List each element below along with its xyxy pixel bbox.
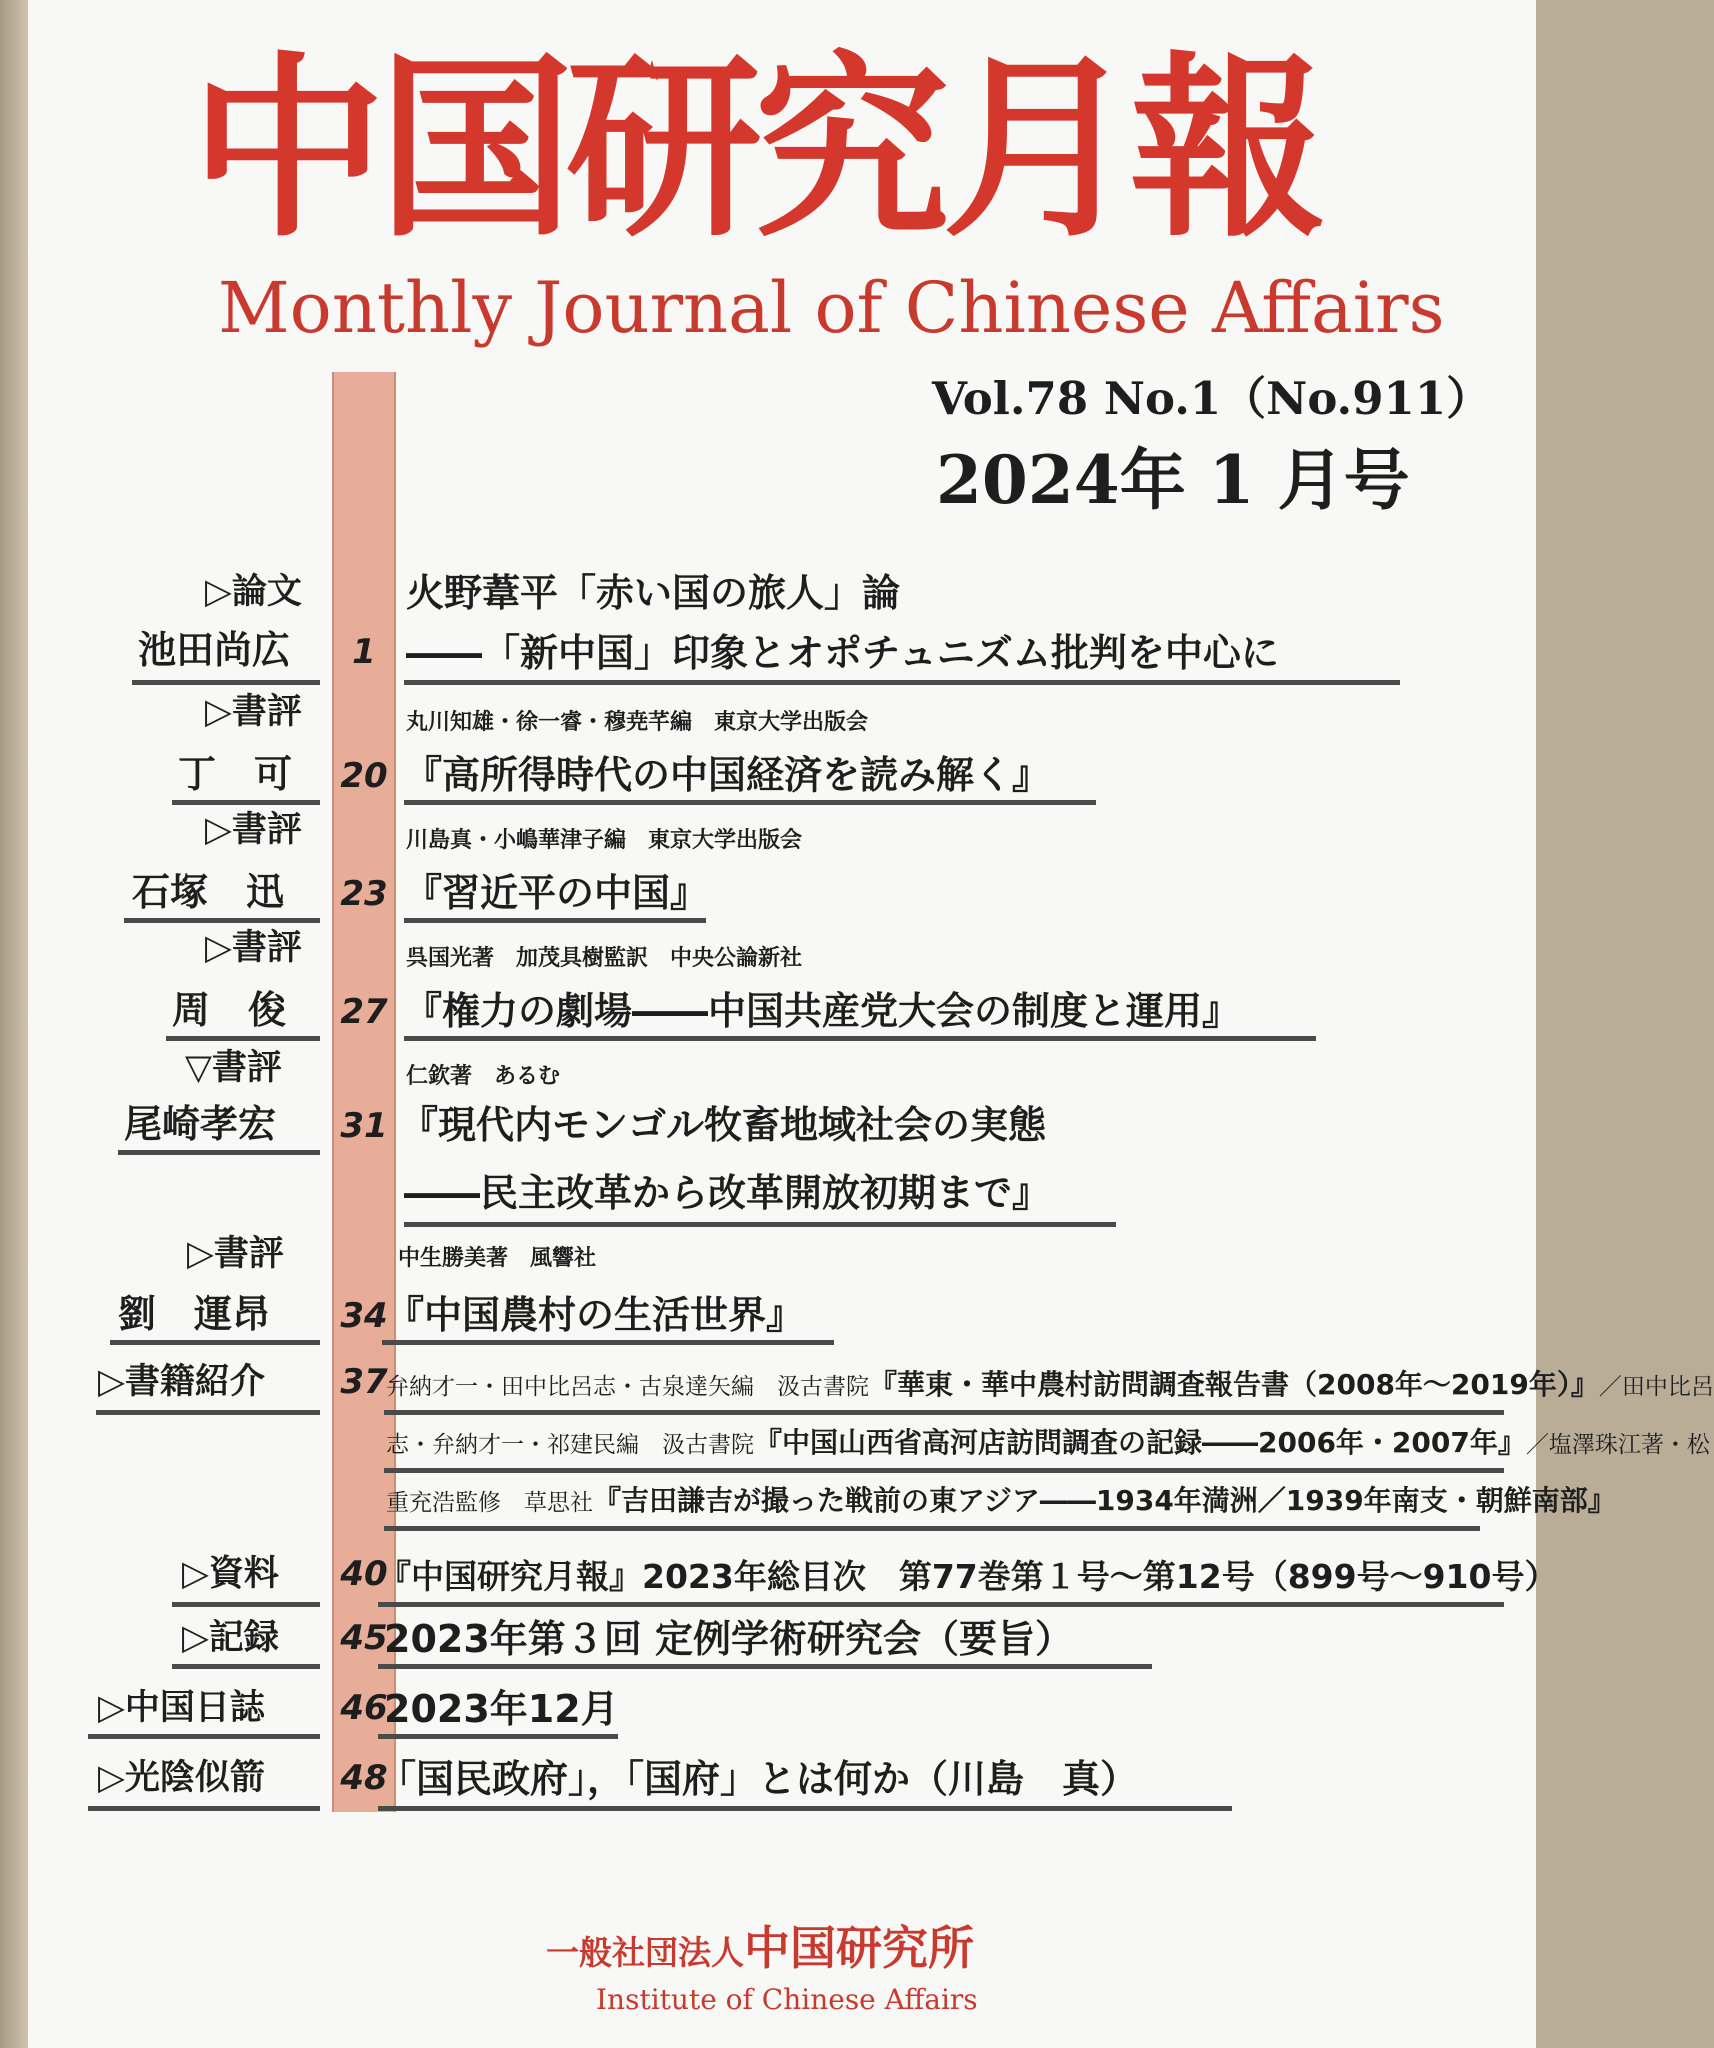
book-intro-line bbox=[386, 1482, 1616, 1522]
toc-author: 石塚 迅 bbox=[132, 870, 285, 914]
title-rule bbox=[404, 918, 706, 923]
toc-category: ▷光陰似箭 bbox=[98, 1758, 265, 1798]
toc-category: ▽書評 bbox=[185, 1048, 282, 1088]
book-intro-editors: 弁納才一・田中比呂志・古泉達矢編 汲古書院 bbox=[386, 1374, 869, 1400]
publisher-name-main: 中国研究所 bbox=[744, 1921, 974, 1975]
toc-category: ▷書評 bbox=[187, 1234, 284, 1274]
toc-title: 『現代内モンゴル牧畜地域社会の実態 bbox=[400, 1103, 1047, 1147]
toc-byline: 呉国光著 加茂具樹監訳 中央公論新社 bbox=[406, 946, 803, 971]
toc-title: 2023年12月 bbox=[384, 1687, 619, 1731]
author-rule bbox=[172, 1602, 320, 1607]
author-rule bbox=[110, 1340, 320, 1345]
book-intro-continuation: ／田中比呂 bbox=[1598, 1374, 1714, 1400]
title-rule bbox=[404, 680, 1400, 685]
title-rule bbox=[382, 1340, 834, 1345]
journal-title-en: Monthly Journal of Chinese Affairs bbox=[218, 267, 1445, 349]
toc-page: 48 bbox=[340, 1758, 388, 1798]
toc-author: 丁 可 bbox=[178, 752, 293, 796]
toc-byline: 中生勝美著 風響社 bbox=[398, 1246, 597, 1271]
toc-title: 「国民政府」，「国府」とは何か（川島 真） bbox=[378, 1757, 1139, 1801]
publisher-name bbox=[546, 1920, 1146, 1981]
book-intro-editors: 志・弁納才一・祁建民編 汲古書院 bbox=[386, 1432, 754, 1458]
toc-category: ▷書籍紹介 bbox=[98, 1362, 265, 1402]
publisher-prefix: 一般社団法人 bbox=[546, 1933, 744, 1972]
toc-title: 『高所得時代の中国経済を読み解く』 bbox=[404, 753, 1051, 797]
toc-author: 池田尚広 bbox=[138, 628, 291, 672]
issue-date: 2024年 1 月号 bbox=[936, 441, 1410, 519]
toc-byline: 川島真・小嶋華津子編 東京大学出版会 bbox=[406, 828, 803, 853]
author-rule bbox=[172, 1664, 320, 1669]
author-rule bbox=[132, 680, 320, 685]
toc-title: 『権力の劇場――中国共産党大会の制度と運用』 bbox=[404, 989, 1241, 1033]
book-intro-title: 『華東・華中農村訪問調査報告書（2008年～2019年）』 bbox=[869, 1368, 1599, 1401]
author-rule bbox=[118, 1150, 320, 1155]
journal-title-jp: 中国研究月報 bbox=[190, 36, 1319, 264]
title-rule bbox=[378, 1734, 618, 1739]
toc-page: 23 bbox=[340, 874, 388, 914]
toc-page: 46 bbox=[340, 1688, 388, 1728]
author-rule bbox=[124, 918, 320, 923]
title-rule bbox=[404, 800, 1096, 805]
toc-title: 2023年第３回 定例学術研究会（要旨） bbox=[384, 1617, 1073, 1661]
toc-page: 37 bbox=[340, 1362, 388, 1402]
author-rule bbox=[172, 800, 320, 805]
toc-page: 1 bbox=[352, 632, 376, 672]
toc-title: 『習近平の中国』 bbox=[404, 871, 709, 915]
author-rule bbox=[166, 1036, 320, 1041]
toc-page: 20 bbox=[340, 756, 388, 796]
title-rule bbox=[378, 1664, 1152, 1669]
title-rule bbox=[404, 1222, 1116, 1227]
toc-category: ▷記録 bbox=[182, 1618, 279, 1658]
toc-author: 周 俊 bbox=[172, 988, 287, 1032]
toc-author: 尾崎孝宏 bbox=[124, 1102, 277, 1146]
toc-subtitle: ――「新中国」印象とオポチュニズム批判を中心に bbox=[406, 631, 1279, 675]
volume-number: Vol.78 No.1（No.911） bbox=[932, 372, 1492, 425]
spine-edge bbox=[0, 0, 28, 2048]
book-intro-line bbox=[386, 1424, 1710, 1464]
toc-author: 劉 運昂 bbox=[118, 1292, 271, 1336]
toc-page: 31 bbox=[340, 1106, 388, 1146]
toc-subtitle: ――民主改革から改革開放初期まで』 bbox=[404, 1171, 1051, 1215]
book-intro-editors: 重充浩監修 草思社 bbox=[386, 1490, 593, 1516]
publisher-name-en: Institute of Chinese Affairs bbox=[596, 1983, 978, 2016]
author-rule bbox=[96, 1410, 320, 1415]
toc-title: 『中国研究月報』2023年総目次 第77巻第１号～第12号（899号～910号） bbox=[378, 1557, 1558, 1596]
toc-page: 27 bbox=[340, 992, 388, 1032]
author-rule bbox=[88, 1734, 320, 1739]
title-rule bbox=[378, 1602, 1504, 1607]
toc-category: ▷論文 bbox=[205, 572, 302, 612]
book-intro-title: 『中国山西省高河店訪問調査の記録――2006年・2007年』 bbox=[754, 1426, 1526, 1459]
title-rule bbox=[378, 1806, 1232, 1811]
title-rule bbox=[384, 1526, 1480, 1531]
toc-page: 40 bbox=[340, 1554, 388, 1594]
toc-title: 火野葦平「赤い国の旅人」論 bbox=[406, 571, 901, 615]
book-intro-title: 『吉田謙吉が撮った戦前の東アジア――1934年満洲／1939年南支・朝鮮南部』 bbox=[593, 1484, 1616, 1517]
toc-category: ▷書評 bbox=[205, 810, 302, 850]
toc-category: ▷書評 bbox=[205, 928, 302, 968]
toc-category: ▷中国日誌 bbox=[98, 1688, 265, 1728]
toc-title: 『中国農村の生活世界』 bbox=[386, 1293, 805, 1337]
book-intro-line bbox=[386, 1366, 1714, 1406]
title-rule bbox=[404, 1036, 1316, 1041]
toc-byline: 仁欽著 あるむ bbox=[406, 1064, 561, 1089]
toc-category: ▷資料 bbox=[182, 1554, 279, 1594]
book-intro-continuation: ／塩澤珠江著・松 bbox=[1525, 1432, 1710, 1458]
toc-page: 34 bbox=[340, 1296, 388, 1336]
title-rule bbox=[384, 1410, 1504, 1415]
title-rule bbox=[384, 1468, 1504, 1473]
toc-byline: 丸川知雄・徐一睿・穆尭芊編 東京大学出版会 bbox=[406, 710, 869, 735]
author-rule bbox=[88, 1806, 320, 1811]
toc-category: ▷書評 bbox=[205, 692, 302, 732]
toc-page: 45 bbox=[340, 1618, 388, 1658]
